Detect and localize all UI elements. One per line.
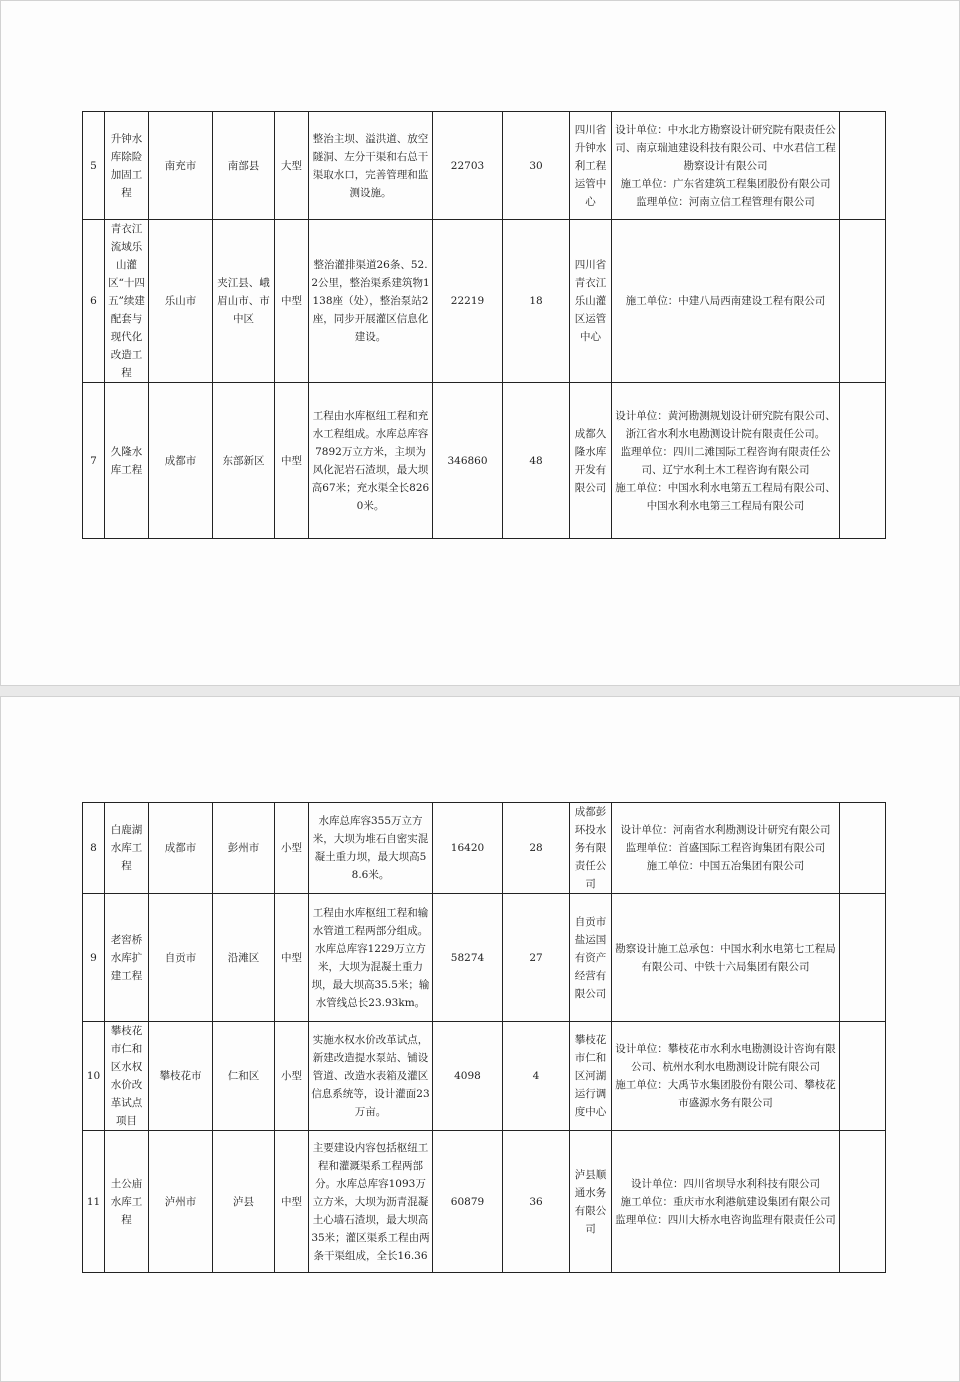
city: 成都市 — [149, 803, 213, 894]
participating-units — [612, 1131, 840, 1273]
participating-units — [612, 803, 840, 894]
project-owner: 四川省升钟水利工程运管中心 — [570, 112, 612, 220]
unit-line: 监理单位：首盛国际工程咨询集团有限公司 — [625, 842, 826, 854]
project-owner: 自贡市盐运国有资产经营有限公司 — [570, 894, 612, 1022]
scale: 中型 — [275, 894, 309, 1022]
row-index: 9 — [83, 894, 105, 1022]
document-page-1 — [0, 0, 960, 686]
participating-units — [612, 894, 840, 1022]
unit-line: 施工单位：大禹节水集团股份有限公司、攀枝花市盛源水务有限公司 — [615, 1079, 836, 1109]
county: 仁和区 — [213, 1022, 275, 1131]
duration: 4 — [503, 1022, 570, 1131]
unit-line: 监理单位：河南立信工程管理有限公司 — [636, 195, 815, 208]
row-index: 5 — [83, 112, 105, 220]
duration: 18 — [503, 220, 570, 383]
row-index: 6 — [83, 220, 105, 383]
participating-units — [612, 1022, 840, 1131]
unit-line: 施工单位：广东省建筑工程集团股份有限公司 — [620, 177, 831, 190]
city: 攀枝花市 — [149, 1022, 213, 1131]
table-row — [83, 383, 886, 539]
project-name: 老窖桥水库扩建工程 — [105, 894, 149, 1022]
construction-content: 整治主坝、溢洪道、放空隧洞、左分干渠和右总干渠取水口，完善管理和监测设施。 — [309, 112, 433, 220]
row-index: 11 — [83, 1131, 105, 1273]
remarks — [840, 803, 886, 894]
table-row — [83, 220, 886, 383]
document-page-2 — [0, 696, 960, 1382]
city: 成都市 — [149, 383, 213, 539]
investment: 22703 — [433, 112, 503, 220]
investment: 346860 — [433, 383, 503, 539]
construction-content: 实施水权水价改革试点，新建改造提水泵站、铺设管道、改造水表箱及灌区信息系统等，设计灌面23万亩。 — [309, 1022, 433, 1131]
unit-line: 施工单位：中国水利水电第五工程局有限公司、中国水利水电第三工程局有限公司 — [615, 481, 836, 512]
project-owner: 成都彭环投水务有限责任公司 — [570, 803, 612, 894]
project-table-2 — [82, 802, 886, 1273]
table-row — [83, 894, 886, 1022]
project-name: 土公庙水库工程 — [105, 1131, 149, 1273]
project-name: 白鹿湖水库工程 — [105, 803, 149, 894]
construction-content: 水库总库容355万立方米，大坝为堆石自密实混凝土重力坝，最大坝高58.6米。 — [309, 803, 433, 894]
construction-content: 主要建设内容包括枢纽工程和灌溉渠系工程两部分。水库总库容1093万立方米，大坝为沥青混凝土心墙石渣坝，最大坝高35米；灌区渠系工程由两条干渠组成，全长16.36 — [309, 1131, 433, 1273]
duration: 36 — [503, 1131, 570, 1273]
row-index: 10 — [83, 1022, 105, 1131]
row-index: 8 — [83, 803, 105, 894]
remarks — [840, 383, 886, 539]
county: 南部县 — [213, 112, 275, 220]
unit-line: 设计单位：中水北方勘察设计研究院有限责任公司、南京瑞迪建设科技有限公司、中水君信工程勘察设计有限公司 — [615, 123, 836, 172]
scale: 大型 — [275, 112, 309, 220]
unit-line: 设计单位：攀枝花市水利水电勘测设计咨询有限公司、杭州水利水电勘测设计院有限公司 — [615, 1043, 836, 1073]
scale: 中型 — [275, 383, 309, 539]
duration: 28 — [503, 803, 570, 894]
remarks — [840, 1131, 886, 1273]
participating-units — [612, 220, 840, 383]
unit-line: 施工单位：中国五冶集团有限公司 — [646, 860, 805, 872]
investment: 60879 — [433, 1131, 503, 1273]
duration: 30 — [503, 112, 570, 220]
construction-content: 整治灌排渠道26条、52.2公里，整治渠系建筑物1138座（处），整治泵站2座，同步开展灌区信息化建设。 — [309, 220, 433, 383]
project-owner: 泸县顺通水务有限公司 — [570, 1131, 612, 1273]
project-owner: 成都久隆水库开发有限公司 — [570, 383, 612, 539]
project-name: 久隆水库工程 — [105, 383, 149, 539]
scale: 小型 — [275, 1022, 309, 1131]
investment: 16420 — [433, 803, 503, 894]
scale: 中型 — [275, 220, 309, 383]
unit-line: 设计单位：河南省水利勘测设计研究有限公司 — [620, 824, 831, 836]
investment: 22219 — [433, 220, 503, 383]
city: 泸州市 — [149, 1131, 213, 1273]
scale: 小型 — [275, 803, 309, 894]
table-row — [83, 1022, 886, 1131]
remarks — [840, 1022, 886, 1131]
project-name: 攀枝花市仁和区水权水价改革试点项目 — [105, 1022, 149, 1131]
unit-line: 监理单位：四川二滩国际工程咨询有限责任公司、辽宁水利土木工程咨询有限公司 — [620, 445, 831, 476]
remarks — [840, 220, 886, 383]
remarks — [840, 894, 886, 1022]
table-row — [83, 803, 886, 894]
scale: 中型 — [275, 1131, 309, 1273]
city: 南充市 — [149, 112, 213, 220]
county: 泸县 — [213, 1131, 275, 1273]
project-name: 升钟水库除险加固工程 — [105, 112, 149, 220]
city: 自贡市 — [149, 894, 213, 1022]
project-owner: 攀枝花市仁和区河湖运行调度中心 — [570, 1022, 612, 1131]
investment: 58274 — [433, 894, 503, 1022]
project-name: 青衣江流域乐山灌区“十四五”续建配套与现代化改造工程 — [105, 220, 149, 383]
participating-units — [612, 383, 840, 539]
unit-line: 施工单位：重庆市水利港航建设集团有限公司 — [620, 1195, 831, 1208]
project-table-1 — [82, 111, 886, 539]
unit-line: 设计单位：四川省坝导水利科技有限公司 — [631, 1177, 820, 1190]
unit-line: 施工单位：中建八局西南建设工程有限公司 — [625, 295, 826, 307]
construction-content: 工程由水库枢纽工程和充水工程组成。水库总库容7892万立方米，主坝为风化泥岩石渣坝，最大坝高67米；充水渠全长8260米。 — [309, 383, 433, 539]
unit-line: 设计单位：黄河勘测规划设计研究院有限公司、浙江省水利水电勘测设计院有限责任公司。 — [615, 409, 836, 440]
county: 夹江县、峨眉山市、市中区 — [213, 220, 275, 383]
construction-content: 工程由水库枢纽工程和输水管道工程两部分组成。水库总库容1229万立方米，大坝为混凝土重力坝，最大坝高35.5米；输水管线总长23.93km。 — [309, 894, 433, 1022]
table-row — [83, 1131, 886, 1273]
duration: 27 — [503, 894, 570, 1022]
county: 东部新区 — [213, 383, 275, 539]
table-row — [83, 112, 886, 220]
participating-units — [612, 112, 840, 220]
project-owner: 四川省青衣江乐山灌区运管中心 — [570, 220, 612, 383]
remarks — [840, 112, 886, 220]
county: 彭州市 — [213, 803, 275, 894]
unit-line: 监理单位：四川大桥水电咨询监理有限责任公司 — [615, 1213, 836, 1226]
city: 乐山市 — [149, 220, 213, 383]
duration: 48 — [503, 383, 570, 539]
unit-line: 勘察设计施工总承包：中国水利水电第七工程局有限公司、中铁十六局集团有限公司 — [615, 942, 836, 973]
row-index: 7 — [83, 383, 105, 539]
investment: 4098 — [433, 1022, 503, 1131]
county: 沿滩区 — [213, 894, 275, 1022]
